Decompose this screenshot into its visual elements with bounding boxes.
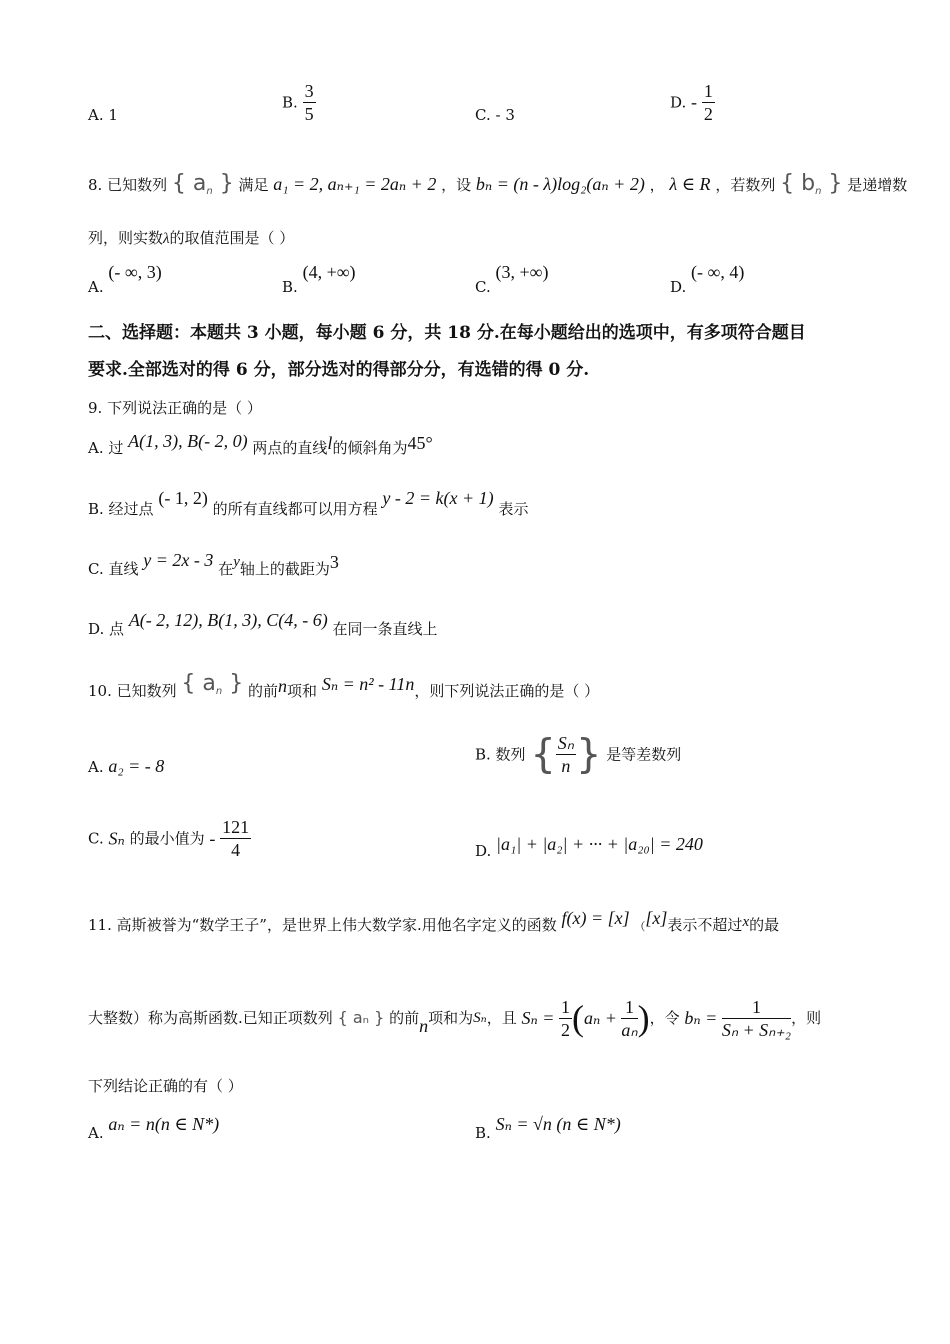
- fraction-denominator: aₙ: [621, 1019, 638, 1040]
- fraction-denominator: 5: [304, 104, 314, 124]
- sn-equals: Sₙ =: [521, 1008, 559, 1028]
- q7-option-d-label: D.: [670, 93, 687, 112]
- n: n: [278, 676, 288, 696]
- n: n: [419, 1016, 429, 1036]
- text: 的所有直线都可以用方程: [212, 500, 378, 518]
- option-label: D. 点: [88, 620, 125, 638]
- text: ，则: [791, 1009, 822, 1027]
- option-math: aₙ = n(n ∈ N*): [108, 1114, 220, 1134]
- sequence-b: { $b_n$ }: [780, 171, 843, 197]
- option-label: C.: [88, 829, 104, 848]
- q7-option-b-label: B.: [282, 93, 298, 112]
- sequence-a: { aₙ }: [337, 1008, 385, 1027]
- text: 的最小值为: [129, 829, 205, 848]
- sequence-a: { $a_n$ }: [181, 671, 244, 697]
- section-heading-line2: 要求.全部选对的得 6 分，部分选对的得部分分，有选错的得 0 分.: [88, 360, 590, 380]
- right-brace: }: [575, 731, 602, 778]
- q9-option-d: [88, 610, 438, 639]
- text: 10. 已知数列: [88, 682, 177, 700]
- text: ，且: [486, 1009, 517, 1027]
- text: 满足: [238, 176, 269, 194]
- fraction-numerator: Sₙ: [557, 733, 574, 753]
- option-math: (- ∞, 3): [108, 262, 162, 282]
- fraction-numerator: 1: [560, 996, 570, 1017]
- option-label: B. 经过点: [88, 500, 154, 518]
- q7-option-a-text: A. 1: [88, 106, 118, 124]
- option-label: D.: [475, 842, 492, 860]
- sequence-a: { $a_n$ }: [171, 171, 234, 197]
- q8-stem-line2: [88, 228, 294, 249]
- text: 的取值范围是（ ）: [169, 229, 295, 247]
- half-fraction: [559, 996, 572, 1041]
- q10-stem: [88, 671, 600, 708]
- q10-option-d: [475, 834, 703, 861]
- sn: Sₙ: [473, 1010, 487, 1026]
- text: 11. 高斯被誉为“数学王子”，是世界上伟大数学家.用他名字定义的函数: [88, 916, 557, 934]
- q11-stem-line1: [88, 908, 780, 937]
- angle-value: 45°: [407, 433, 433, 453]
- q7-option-d: [670, 80, 715, 125]
- an-plus: aₙ +: [583, 1008, 622, 1028]
- option-label: D.: [670, 278, 687, 296]
- points: A(- 2, 12), B(1, 3), C(4, - 6): [128, 610, 328, 630]
- text: 两点的直线: [252, 439, 328, 457]
- fraction-denominator: 4: [231, 840, 241, 860]
- option-label: B. 数列: [475, 745, 526, 764]
- fraction-denominator: Sₙ + Sₙ₊₂: [721, 1019, 792, 1040]
- option-math: (4, +∞): [302, 262, 356, 282]
- q11-option-b: [475, 1114, 621, 1142]
- bn-equals: bₙ =: [684, 1008, 722, 1028]
- floor-x: [x]: [645, 908, 668, 928]
- q7-option-a: [88, 106, 118, 124]
- q8-option-b: [282, 262, 356, 296]
- option-label: B.: [282, 278, 298, 296]
- text: 表示: [498, 500, 529, 518]
- text: ，若数列: [715, 176, 776, 194]
- left-brace: {: [530, 731, 556, 778]
- option-math: a₂ = - 8: [108, 756, 165, 776]
- sn: Sₙ: [108, 828, 125, 849]
- q10-option-a: [88, 756, 164, 777]
- inverse-an-fraction: [621, 996, 637, 1041]
- text: 在同一条直线上: [332, 620, 438, 638]
- minus-sign: -: [209, 828, 216, 849]
- q9-option-a: [88, 431, 433, 458]
- text: ，令: [649, 1009, 680, 1027]
- fraction-numerator: 1: [703, 81, 713, 101]
- text: 是等差数列: [606, 745, 682, 764]
- sn-over-n-fraction: [556, 732, 576, 777]
- left-paren: (: [571, 998, 584, 1038]
- q11-stem-line3: 下列结论正确的有（ ）: [88, 1077, 243, 1095]
- q8-option-a: [88, 262, 162, 296]
- q11-stem-line2: [88, 990, 821, 1053]
- option-math: Sₙ = √n (n ∈ N*): [495, 1114, 621, 1134]
- q7-option-b: [282, 80, 316, 125]
- line-l: l: [327, 433, 333, 453]
- option-math: |a₁| + |a₂| + ··· + |a₂₀| = 240: [496, 834, 703, 854]
- option-label: C. 直线: [88, 560, 139, 578]
- option-label: A.: [88, 278, 104, 296]
- intercept-value: 3: [329, 552, 339, 572]
- text: 8. 已知数列: [88, 176, 168, 194]
- q8-stem-line1: [88, 171, 908, 202]
- text: 列，则实数: [88, 229, 164, 247]
- text: 的前: [248, 682, 279, 700]
- text: 项和: [287, 682, 318, 700]
- text: ，设: [441, 176, 472, 194]
- fraction-denominator: 2: [703, 104, 713, 124]
- text: ，: [649, 176, 665, 194]
- q10-option-c: [88, 816, 251, 861]
- q7-option-b-fraction: [303, 80, 316, 125]
- fraction-denominator: n: [561, 756, 571, 776]
- text: 轴上的截距为: [239, 560, 330, 578]
- gauss-function: f(x) = [x]: [561, 908, 630, 928]
- q10-option-b: [475, 732, 681, 777]
- points: A(1, 3), B(- 2, 0): [128, 431, 248, 451]
- text: 的最: [749, 916, 780, 934]
- q11-option-a: [88, 1114, 220, 1142]
- text: （: [634, 920, 646, 933]
- point: (- 1, 2): [158, 488, 208, 508]
- q9-option-b: [88, 488, 529, 519]
- text: 大整数）称为高斯函数.已知正项数列: [88, 1009, 333, 1027]
- option-math: (3, +∞): [495, 262, 549, 282]
- text: 表示不超过: [667, 916, 743, 934]
- text: 的前: [389, 1009, 420, 1027]
- lambda-domain: λ ∈ R: [669, 174, 711, 194]
- q8-option-d: [670, 262, 745, 296]
- line-equation: y - 2 = k(x + 1): [382, 488, 494, 508]
- q9-option-c: [88, 550, 339, 580]
- fraction-denominator: 2: [560, 1019, 570, 1040]
- text: 的倾斜角为: [332, 439, 408, 457]
- lambda: λ: [163, 231, 170, 247]
- q7-option-d-fraction: [702, 80, 715, 125]
- x: x: [742, 914, 750, 930]
- fraction-numerator: 1: [621, 996, 637, 1019]
- q9-stem: 9. 下列说法正确的是（ ）: [88, 399, 262, 417]
- q8-option-c: [475, 262, 549, 296]
- bn-definition: bₙ = (n - λ)log₂(aₙ + 2): [475, 174, 645, 194]
- right-paren: ): [637, 998, 650, 1038]
- min-value-fraction: [220, 816, 251, 861]
- option-label: B.: [475, 1124, 491, 1142]
- option-label: A. 过: [88, 439, 124, 457]
- option-math: (- ∞, 4): [691, 262, 745, 282]
- line-equation: y = 2x - 3: [143, 550, 214, 570]
- fraction-numerator: 121: [222, 817, 250, 837]
- y-axis: y: [233, 554, 240, 570]
- sum-formula: Sₙ = n² - 11n: [321, 674, 415, 694]
- recurrence-condition: a₁ = 2, aₙ₊₁ = 2aₙ + 2: [273, 174, 437, 194]
- option-label: C.: [475, 278, 491, 296]
- section-heading-line1: 二、选择题：本题共 3 小题，每小题 6 分，共 18 分.在每小题给出的选项中，有多项符合题目: [88, 323, 806, 343]
- bn-fraction: [722, 996, 791, 1041]
- text: 项和为: [428, 1009, 474, 1027]
- fraction-numerator: 3: [304, 81, 314, 101]
- fraction-numerator: 1: [722, 996, 791, 1019]
- option-label: A.: [88, 758, 104, 776]
- option-label: A.: [88, 1124, 104, 1142]
- text: ，则下列说法正确的是（ ）: [414, 682, 600, 700]
- q7-option-c: [475, 106, 515, 124]
- q7-option-c-text: C. - 3: [475, 106, 515, 124]
- minus-sign: -: [691, 92, 698, 112]
- text: 是递增数: [847, 176, 908, 194]
- text: 在: [218, 560, 234, 578]
